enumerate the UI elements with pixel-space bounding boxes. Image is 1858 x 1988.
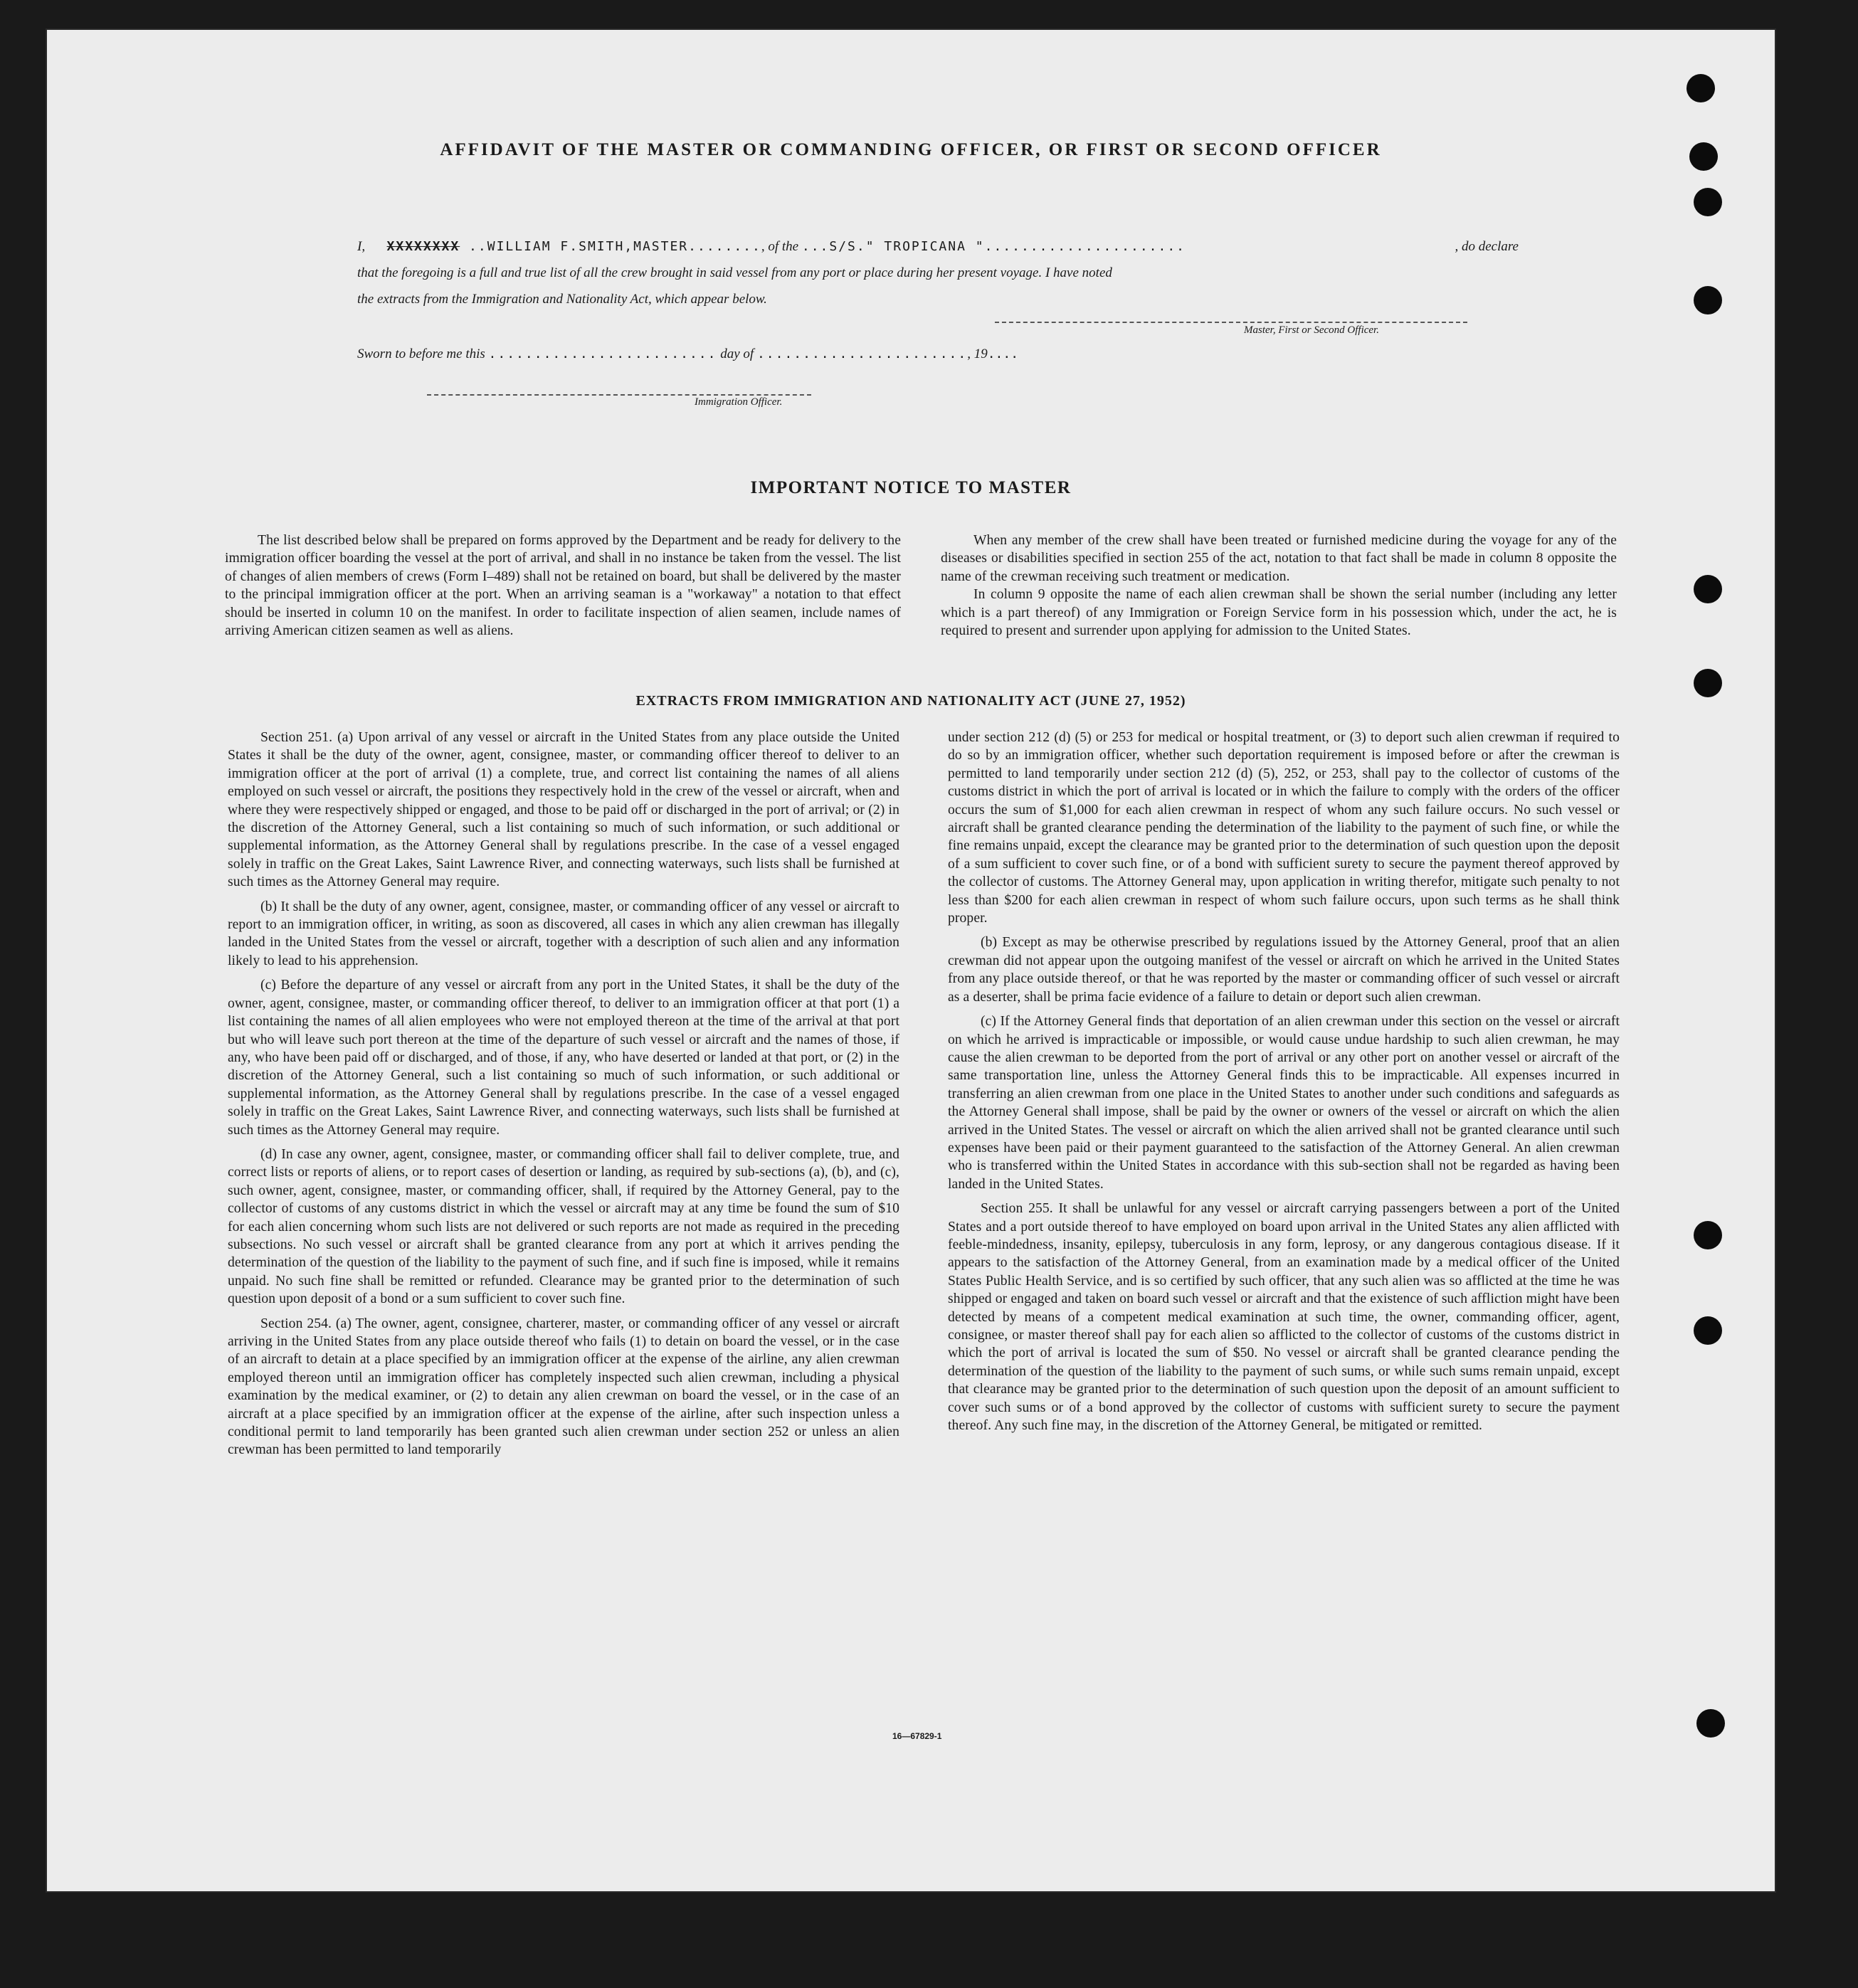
officer-signature-label: Immigration Officer. [695,396,783,408]
section-254-a-continued: under section 212 (d) (5) or 253 for medical or hospital treatment, or (3) to deport such alien crewman if required to do so by an immigration officer, whether such deportation requirement is imposed before or after the crewman is permitted to land temporarily under section 212 (d) (5), 252, or 253, shall pay to the collector of customs of the customs district in which the port of arrival is located or in which the failure to comply with the orders of the officer occurs the sum of $1,000 for each alien crewman in respect of whom any such failure occurs. No such vessel or aircraft shall be granted clearance pending the determination of the liability to the payment of such fine, or while the fine remains unpaid, except the clearance may be granted prior to the determination of such question upon the deposit of a sum sufficient to cover such fine, or of a bond with sufficient surety to secure the payment thereof approved by the collector of customs. The Attorney General may, upon application in writing therefor, mitigate such penalty to not less than $200 for each alien crewman in respect of whom such failure occurs, upon such terms as he shall think proper. [948,730,1620,926]
struck-text: XXXXXXXX [386,239,460,254]
section-254-b: (b) Except as may be otherwise prescribed by regulations issued by the Attorney General, proof that an alien crewman did not appear upon the outgoing manifest of the vessel or aircraft on which he arrived in the United States from any place outside thereof, or that he was reported by the master or commanding officer of such vessel or aircraft as a deserter, shall be prima facie evidence of a failure to detain or deport such alien crewman. [948,935,1620,1005]
master-name-value: WILLIAM F.SMITH,MASTER [487,239,689,254]
binder-hole [1694,188,1722,216]
section-251-b: (b) It shall be the duty of any owner, agent, consignee, master, or commanding officer of any vessel or aircraft to report to an immigration officer, in writing, as soon as discovered, all cases in which any alien crewman has illegally landed in the United States from the vessel or aircraft, together with a description of such alien and any information likely to lead to his apprehension. [228,899,899,968]
declaration-line-2: that the foregoing is a full and true list of all the crew brought in said vessel from any port or place during her present voyage. I have noted [357,265,1112,280]
sworn-month-field: ....................... [756,347,968,361]
section-251-c: (c) Before the departure of any vessel or aircraft from any port in the United States, it shall be the duty of the owner, agent, consignee, master, or commanding officer thereof, to deliver to an immigration officer at that port (1) a list containing the names of all alien employees who were not employed thereon at the time of the arrival at that port but who will leave such port thereon at the time of the departure of such vessel or aircraft and the names of those, if any, who have been paid off or discharged, and of those, if any, who have deserted or landed at that port, or (2) in the discretion of the Attorney General, such a list containing so much of such information, or such additional or supplemental information, as the Attorney General shall by regulations prescribe. In the case of a vessel engaged solely in traffic on the Great Lakes, Saint Lawrence River, and connecting waterways, such lists shall be furnished at such times as the Attorney General may require. [228,978,899,1138]
document-page [46,28,1776,1893]
officer-signature-line [427,394,811,396]
year-prefix: , 19 [967,347,988,361]
vessel-field: ...S/S." TROPICANA "...................... [801,239,1186,254]
notice-right-paragraph-2: In column 9 opposite the name of each alien crewman shall be shown the serial number (including any letter which is a part thereof) of any Immigration or Foreign Service form in his possession which, under the act, he is required to present and surrender upon applying for admission to the United States. [941,587,1617,639]
extracts-right-column [948,729,1620,1441]
notice-right-column [941,532,1617,646]
notice-left-column [225,532,901,646]
notice-right-paragraph-1: When any member of the crew shall have been treated or furnished medicine during the voyage for any of the diseases or disabilities specified in section 255 of the act, notation to that fact shall be made in column 8 opposite the name of the crewman receiving such treatment or medication. [941,533,1617,584]
extracts-left-column [228,729,899,1466]
binder-hole [1694,1316,1722,1345]
year-field: .... [987,347,1019,361]
binder-hole [1689,142,1718,171]
notice-title: IMPORTANT NOTICE TO MASTER [750,478,1072,497]
binder-hole [1696,1709,1725,1738]
affidavit-title: AFFIDAVIT OF THE MASTER OR COMMANDING OFFICER, OR FIRST OR SECOND OFFICER [440,140,1382,159]
notice-left-paragraph: The list described below shall be prepared on forms approved by the Department and be ready for delivery to the immigration officer boarding the vessel at the port of arrival, and shall in no instance be taken from the vessel. The list of changes of alien members of crews (Form I–489) shall not be retained on board, but shall be delivered by the master to the principal immigration officer at the port. When an arriving seaman is a "workaway" a notation to that effect should be inserted in column 10 on the manifest. In order to facilitate inspection of alien seamen, include names of arriving American citizen seamen as well as aliens. [225,533,901,639]
sworn-prefix: Sworn to before me this [357,347,485,361]
name-field: XXXXXXXX ..WILLIAM F.SMITH,MASTER........ [386,239,761,254]
section-254-a: Section 254. (a) The owner, agent, consignee, charterer, master, or commanding officer of any vessel or aircraft arriving in the United States from any place outside thereof who fails (1) to detain on board the vessel, or in the case of an aircraft to detain at a place specified by an immigration officer at the expense of the airline, any alien crewman employed thereon until an immigration officer has completely inspected such alien crewman, including a physical examination by the medical examiner, or (2) to detain any alien crewman on board the vessel, or in the case of an aircraft at a place specified by an immigration officer at the expense of the airline, after such inspection unless a conditional permit to land temporarily has been granted such alien crewman under section 252 or unless an alien crewman has been permitted to land temporarily [228,1316,899,1458]
declaration-line-3: the extracts from the Immigration and Nationality Act, which appear below. [357,292,767,307]
of-the-label: , of the [761,239,799,254]
i-label: I, [357,239,366,254]
section-251-a: Section 251. (a) Upon arrival of any vessel or aircraft in the United States from any place outside the United States it shall be the duty of the owner, agent, consignee, master, or commanding officer thereof to deliver to an immigration officer at the port of arrival (1) a complete, true, and correct list containing the names of all aliens employed on such vessel or aircraft, the positions they respectively hold in the crew of the vessel or aircraft, when and where they were respectively shipped or engaged, and those to be paid off or discharged in the port of arrival; or (2) in the discretion of the Attorney General, such a list containing so much of such information, or such additional or supplemental information, as the Attorney General shall by regulations prescribe. In the case of a vessel engaged solely in traffic on the Great Lakes, Saint Lawrence River, and connecting waterways, such lists shall be furnished at such times as the Attorney General may require. [228,730,899,890]
binder-hole [1694,1221,1722,1249]
section-251-d: (d) In case any owner, agent, consignee, master, or commanding officer shall fail to deliver complete, true, and correct lists or reports of aliens, or to report cases of desertion or landing, as required by sub-sections (a), (b), and (c), such owner, agent, consignee, master, or commanding officer, shall, if required by the Attorney General, pay to the collector of customs of any customs district in which the vessel or aircraft may at any time be found the sum of $10 for each alien concerning whom such lists are not delivered or such reports are not made as required in the preceding subsections. No such vessel or aircraft shall be granted clearance from any port at which it arrives pending the determination of the question of the liability to the payment of such fine, and if such fine is imposed, while it remains unpaid. No such fine shall be remitted or refunded. Clearance may be granted prior to the determination of such question upon deposit of a bond or a sum sufficient to cover such fine. [228,1146,899,1307]
do-declare-label: , do declare [1455,239,1519,254]
binder-hole [1694,669,1722,697]
form-number: 16—67829-1 [892,1731,942,1741]
master-signature-line [995,322,1467,323]
sworn-line [357,347,1018,362]
declaration-line-1 [357,233,1519,260]
binder-hole [1694,286,1722,314]
binder-hole [1687,74,1715,102]
extracts-title: EXTRACTS FROM IMMIGRATION AND NATIONALITY ACT (JUNE 27, 1952) [635,693,1186,709]
vessel-name-value: S/S." TROPICANA " [829,239,985,254]
section-254-c: (c) If the Attorney General finds that deportation of an alien crewman under this section on the vessel or aircraft on which he arrived is impracticable or impossible, or would cause undue hardship to such alien crewman, he may cause the alien crewman to be deported from the port of arrival or any other port on another vessel or aircraft of the same transportation line, unless the Attorney General finds this to be impracticable. All expenses incurred in transferring an alien crewman from one place in the United States to another under such conditions and safeguards as the Attorney General shall impose, shall be paid by the owner or owners of the vessel or aircraft on which the alien arrived in the United States. The vessel or aircraft on which the alien arrived shall not be granted clearance until such expenses have been paid or their payment guaranteed to the satisfaction of the Attorney General. An alien crewman who is transferred within the United States in accordance with this sub-section shall not be regarded as having been landed in the United States. [948,1014,1620,1192]
day-of-label: day of [720,347,754,361]
binder-hole [1694,575,1722,603]
section-255: Section 255. It shall be unlawful for any vessel or aircraft carrying passengers between a port of the United States and a port outside thereof to have employed on board upon arrival in the United States any alien afflicted with feeble-mindedness, insanity, epilepsy, tuberculosis in any form, leprosy, or any dangerous contagious disease. If it appears to the satisfaction of the Attorney General, from an examination made by a medical officer of the United States Public Health Service, and is so certified by such officer, that any such alien was so afflicted at the time he was shipped or engaged and taken on board such vessel or aircraft and that the existence of such affliction might have been detected by means of a competent medical examination at such time, the owner, commanding officer, agent, consignee, or master thereof shall pay for each alien so afflicted to the collector of customs of the customs district in which the port of arrival is located the sum of $50. No vessel or aircraft shall be granted clearance pending the determination of the question of the liability to the payment of such sums, or while such sums remain unpaid, except that clearance may be granted prior to the determination of such question upon the deposit of an amount sufficient to cover such sums or of a bond approved by the collector of customs with sufficient surety to secure the payment thereof. Any such fine may, in the discretion of the Attorney General, be mitigated or remitted. [948,1201,1620,1434]
sworn-day-field: ......................... [488,347,717,361]
master-signature-label: Master, First or Second Officer. [1244,324,1379,336]
